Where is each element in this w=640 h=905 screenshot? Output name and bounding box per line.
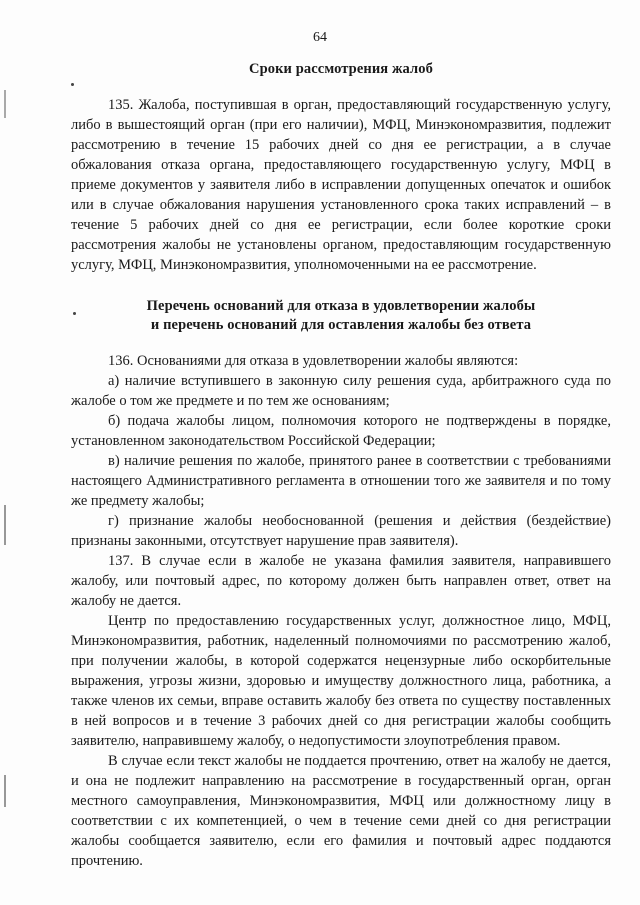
paragraph-137: 137. В случае если в жалобе не указана фамилия заявителя, направившего жалобу, или почтовый адрес, по которому должен быть направлен ответ, ответ на жалобу не дается.: [71, 553, 611, 609]
section-title-review-terms: Сроки рассмотрения жалоб: [249, 61, 433, 77]
paragraph-illegible-complaints: В случае если текст жалобы не поддается прочтению, ответ на жалобу не дается, и она не подлежит направлению на рассмотрение в государственный орган, орган местного самоуправления, Минэкономразвития, МФЦ или должностному лицу в соответствии с их компетенцией, о чем в течение семи дней со дня регистрации жалобы сообщается заявителю, если его фамилия и почтовый адрес поддаются прочтению.: [71, 753, 611, 869]
list-item-a: а) наличие вступившего в законную силу решения суда, арбитражного суда по жалобе о том же предмете и по тем же основаниям;: [71, 373, 611, 409]
paragraph-136: 136. Основаниями для отказа в удовлетворении жалобы являются:: [108, 353, 519, 369]
list-item-v: в) наличие решения по жалобе, принятого ранее в соответствии с требованиями настоящего Административного регламента в отношении того же заявителя и по тому же предмету жалобы;: [71, 453, 611, 509]
scan-mark: [4, 775, 6, 807]
paragraph-obscene-complaints: Центр по предоставлению государственных услуг, должностное лицо, МФЦ, Минэкономразвития, работник, наделенный полномочиями по рассмотрению жалоб, при получении жалобы, в которой содержатся нецензурные либо оскорбительные выражения, угрозы жизни, здоровью и имуществу должностного лица, работника, а также членов их семьи, вправе оставить жалобу без ответа по существу поставленных в ней вопросов и в течение 3 рабочих дней со дня регистрации жалобы сообщить заявителю, направившему жалобу, о недопустимости злоупотребления правом.: [71, 613, 611, 749]
list-item-b: б) подача жалобы лицом, полномочия которого не подтверждены в порядке, установленном законодательством Российской Федерации;: [71, 413, 611, 449]
scan-mark: [4, 90, 6, 118]
page-number: 64: [313, 30, 327, 45]
paragraph-135: 135. Жалоба, поступившая в орган, предоставляющий государственную услугу, либо в вышестоящий орган (при его наличии), МФЦ, Минэкономразвития, подлежит рассмотрению в течение 15 рабочих дней со дня ее регистрации, а в случае обжалования отказа органа, предоставляющего государственную услугу, МФЦ в приеме документов у заявителя либо в исправлении допущенных опечаток и ошибок или в случае обжалования нарушения установленного срока таких исправлений – в течение 5 рабочих дней со дня ее регистрации, если более короткие сроки рассмотрения жалобы не установлены органом, предоставляющим государственную услугу, МФЦ, Минэкономразвития, уполномоченными на ее рассмотрение.: [71, 97, 611, 273]
section-title-line-2: и перечень оснований для оставления жалобы без ответа: [150, 317, 532, 333]
section-title-refusal-grounds: [71, 297, 611, 335]
scan-mark: [4, 505, 6, 545]
list-item-g: г) признание жалобы необоснованной (решения и действия (бездействие) признаны законными, отсутствует нарушение прав заявителя).: [71, 513, 611, 549]
document-body: [71, 60, 611, 871]
section-title-line-1: Перечень оснований для отказа в удовлетворении жалобы: [146, 298, 536, 314]
